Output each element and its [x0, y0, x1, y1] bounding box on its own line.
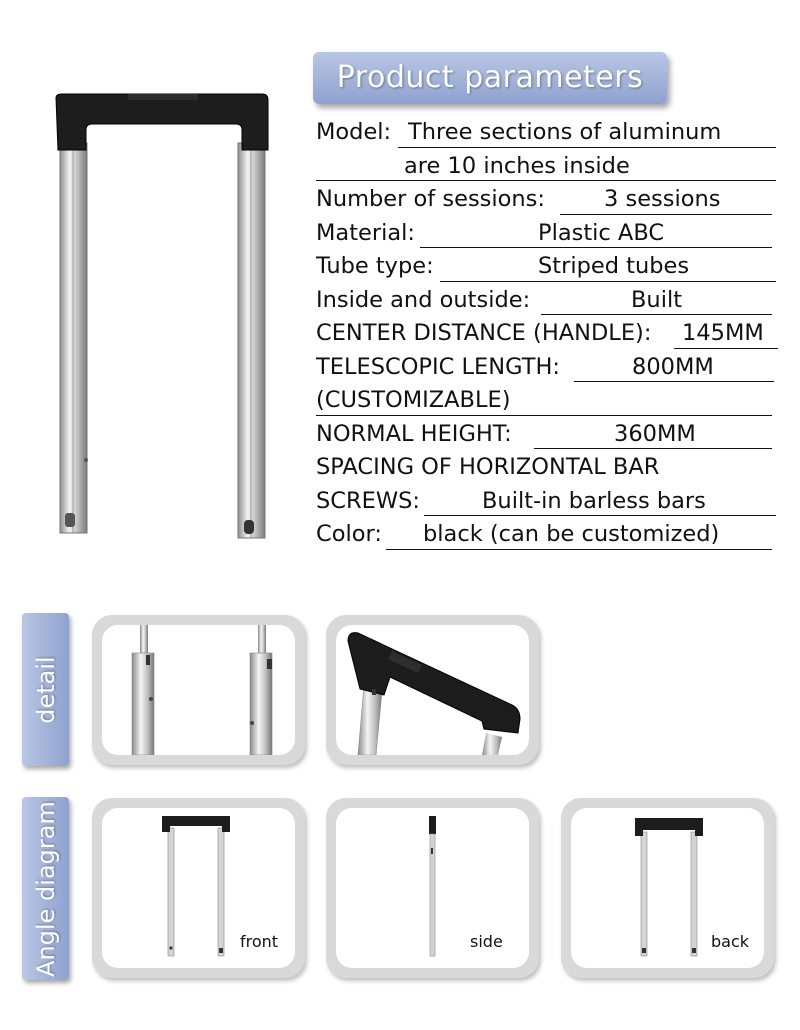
param-customizable: (CUSTOMIZABLE): [316, 384, 776, 418]
param-normal-height: NORMAL HEIGHT: 360MM: [316, 418, 776, 452]
angle-diagram-section-tab: Angle diagram: [22, 797, 69, 980]
param-center-distance: CENTER DISTANCE (HANDLE): 145MM: [316, 317, 776, 351]
angle-photo-side: [326, 798, 539, 978]
param-tube-type: Tube type: Striped tubes: [316, 250, 776, 284]
product-parameters-title: Product parameters: [313, 52, 667, 104]
param-color: Color: black (can be customized): [316, 518, 776, 552]
detail-section-tab: detail: [22, 613, 69, 766]
param-spacing: SPACING OF HORIZONTAL BAR: [316, 454, 660, 480]
param-sessions: Number of sessions: 3 sessions: [316, 183, 776, 217]
parameter-list: [316, 116, 776, 552]
tube-closeup-image: [102, 625, 295, 755]
trolley-handle-image: [50, 88, 280, 548]
detail-photo-handle: [326, 615, 539, 765]
side-caption: side: [470, 932, 503, 951]
param-model-cont: are 10 inches inside: [316, 150, 776, 184]
handle-closeup-image: [336, 625, 529, 755]
param-model: Model: Three sections of aluminum: [316, 116, 776, 150]
angle-photo-front: [92, 798, 305, 978]
detail-photo-tubes: [92, 615, 305, 765]
angle-photo-back: [561, 798, 774, 978]
param-screws: SCREWS: Built-in barless bars: [316, 485, 776, 519]
back-caption: back: [711, 932, 750, 951]
param-inside-outside: Inside and outside: Built: [316, 284, 776, 318]
param-material: Material: Plastic ABC: [316, 217, 776, 251]
front-caption: front: [240, 932, 279, 951]
param-telescopic-length: TELESCOPIC LENGTH: 800MM: [316, 351, 776, 385]
